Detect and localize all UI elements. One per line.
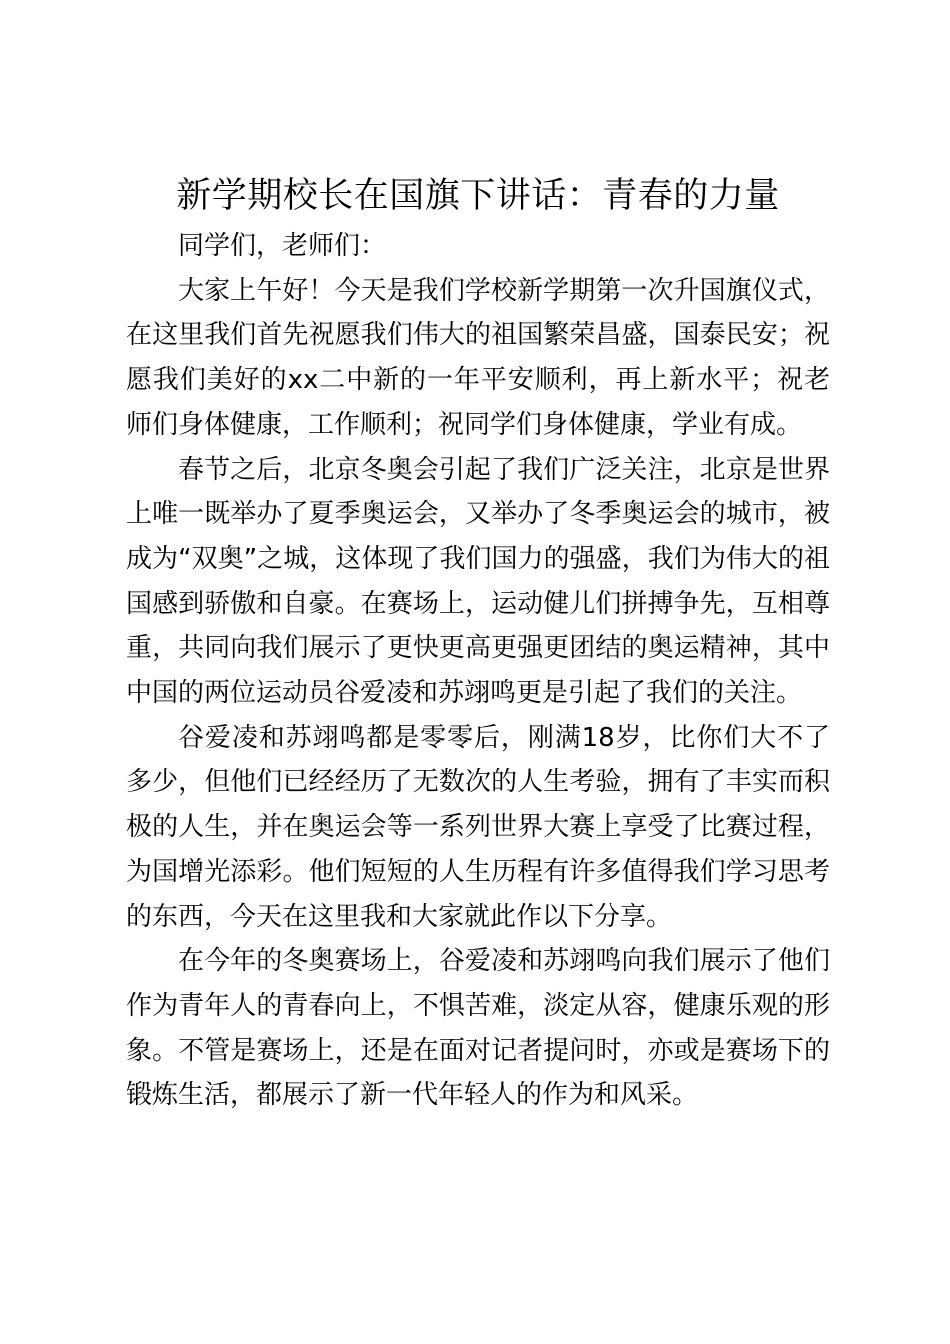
paragraph-greeting: 同学们，老师们： [178,231,387,261]
document-body [126,224,830,1118]
paragraph-winter-olympics: 春节之后，北京冬奥会引起了我们广泛关注，北京是世界上唯一既举办了夏季奥运会，又举办了冬季奥运会的城市，被成为“双奥”之城，这体现了我们国力的强盛，我们为伟大的祖国感到骄傲和自豪。在赛场上，运动健儿们拼搏争先，互相尊重，共同向我们展示了更快更高更强更团结的奥运精神，其中中国的两位运动员谷爱凌和苏翊鸣更是引起了我们的关注。 [126,454,830,709]
paragraph-athletes: 谷爱凌和苏翊鸣都是零零后，刚满18岁，比你们大不了多少，但他们已经经历了无数次的人生考验，拥有了丰实而积极的人生，并在奥运会等一系列世界大赛上享受了比赛过程，为国增光添彩。他们短短的人生历程有许多值得我们学习思考的东西，今天在这里我和大家就此作以下分享。 [126,722,830,932]
document-title: 新学期校长在国旗下讲话：青春的力量 [176,176,780,216]
paragraph-opening: 大家上午好！今天是我们学校新学期第一次升国旗仪式，在这里我们首先祝愿我们伟大的祖国繁荣昌盛，国泰民安；祝愿我们美好的xx二中新的一年平安顺利，再上新水平；祝老师们身体健康，工作顺利；祝同学们身体健康，学业有成。 [126,275,830,440]
paragraph-youth-image: 在今年的冬奥赛场上，谷爱凌和苏翊鸣向我们展示了他们作为青年人的青春向上，不惧苦难，淡定从容，健康乐观的形象。不管是赛场上，还是在面对记者提问时，亦或是赛场下的锻炼生活，都展示了新一代年轻人的作为和风采。 [126,946,830,1111]
